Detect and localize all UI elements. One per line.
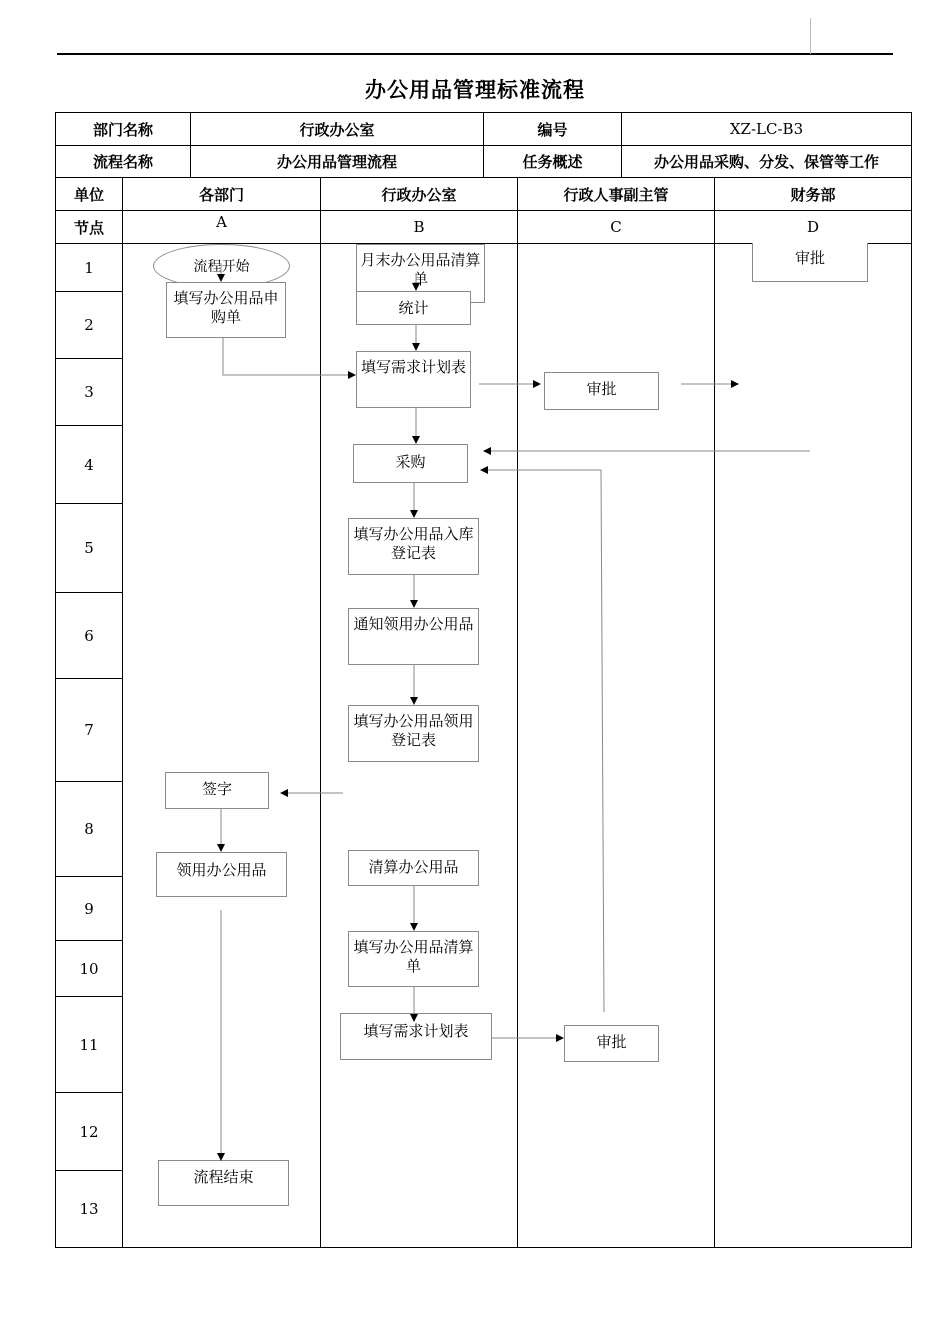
purchase-step: 采购 [353,444,468,483]
process-label: 流程名称 [92,153,153,171]
end-step: 流程结束 [158,1160,289,1206]
finance-approve-step: 审批 [752,243,868,282]
statistics-step: 统计 [356,291,471,325]
lane-c-name: 行政人事副主管 [563,185,669,204]
dept-label: 部门名称 [92,120,153,139]
fill-settle-list-step: 填写办公用品清算单 [348,931,479,987]
fill-plan-2-step: 填写需求计划表 [340,1013,492,1060]
process-value: 办公用品管理流程 [276,153,397,171]
fill-stock-in-step: 填写办公用品入库登记表 [348,518,479,575]
collect-supplies-step: 领用办公用品 [156,852,287,897]
code-label: 编号 [537,120,568,139]
settle-supplies-step: 清算办公用品 [348,850,479,886]
task-label: 任务概述 [522,153,583,171]
node-number: 12 [79,1122,99,1141]
node-number: 1 [84,258,94,277]
node-number: 10 [79,959,99,978]
code-value: XZ-LC-B3 [729,120,804,138]
fill-collect-register-step: 填写办公用品领用登记表 [348,705,479,762]
node-number: 11 [79,1035,99,1054]
node-number: 2 [84,316,94,334]
deputy-approve-2-step: 审批 [564,1025,659,1062]
node-number: 4 [84,455,94,474]
node-number: 6 [84,626,94,645]
node-label: 节点 [73,218,104,237]
document-title: 办公用品管理标准流程 [365,78,585,102]
unit-label: 单位 [73,185,104,204]
lane-d-code: D [806,218,820,236]
node-number: 13 [79,1200,99,1218]
task-value: 办公用品采购、分发、保管等工作 [653,153,879,171]
start-oval: 流程开始 [153,244,290,288]
lane-a-code: A [216,213,227,231]
node-number: 8 [84,820,94,838]
sign-step: 签字 [165,772,269,809]
node-number: 5 [84,539,94,557]
notify-collect-step: 通知领用办公用品 [348,608,479,665]
lane-d-name: 财务部 [790,185,836,204]
dept-value: 行政办公室 [299,120,375,139]
lane-a-name: 各部门 [198,185,244,204]
node-number: 3 [84,383,94,401]
lane-b-code: B [413,218,425,236]
fill-plan-step: 填写需求计划表 [356,351,471,408]
lane-b-name: 行政办公室 [381,185,457,204]
fill-request-step: 填写办公用品申购单 [166,282,286,338]
node-number: 7 [84,721,94,739]
month-end-list-step: 月末办公用品清算单 [356,244,485,303]
node-number: 9 [84,899,94,918]
deputy-approve-step: 审批 [544,372,659,410]
lane-c-code: C [610,218,622,236]
